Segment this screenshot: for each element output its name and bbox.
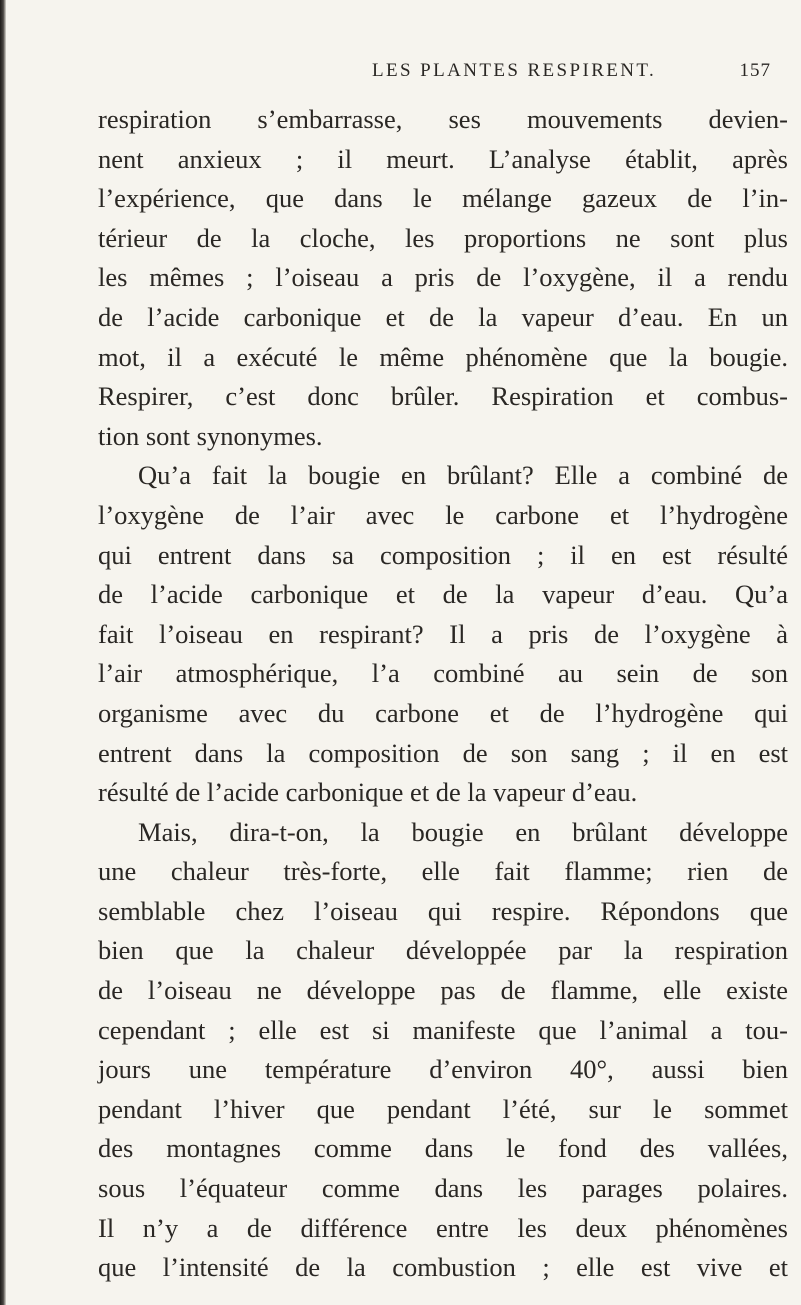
text-line: qui entrent dans sa composition ; il en est résulté — [98, 539, 788, 570]
text-line: cependant ; elle est si manifeste que l’animal a tou- — [98, 1014, 788, 1045]
text-line: Respirer, c’est donc brûler. Respiration et combus- — [98, 381, 788, 412]
page-number: 157 — [739, 60, 771, 81]
text-line: pendant l’hiver que pendant l’été, sur le sommet — [98, 1093, 788, 1124]
page-binding-edge — [0, 0, 6, 1305]
text-line: l’expérience, que dans le mélange gazeux de l’in- — [98, 183, 788, 214]
text-line: des montagnes comme dans le fond des vallées, — [98, 1133, 788, 1164]
text-line: de l’oiseau ne développe pas de flamme, elle existe — [98, 975, 788, 1006]
text-line: bien que la chaleur développée par la respiration — [98, 935, 788, 966]
text-line: jours une température d’environ 40°, aussi bien — [98, 1054, 788, 1085]
running-head — [0, 60, 801, 88]
text-line: respiration s’embarrasse, ses mouvements devien- — [98, 104, 788, 134]
paragraph-end-line: tion sont synonymes. — [98, 420, 323, 451]
text-line: une chaleur très-forte, elle fait flamme; rien de — [98, 856, 788, 887]
text-line: l’oxygène de l’air avec le carbone et l’hydrogène — [98, 499, 788, 530]
paragraph-end-line: résulté de l’acide carbonique et de la vapeur d’eau. — [98, 777, 638, 808]
text-line: semblable chez l’oiseau qui respire. Répondons que — [98, 895, 788, 926]
running-title: LES PLANTES RESPIRENT. — [372, 60, 657, 81]
body-text — [98, 100, 788, 1288]
text-line: fait l’oiseau en respirant? Il a pris de l’oxygène à — [98, 618, 788, 649]
text-line: de l’acide carbonique et de la vapeur d’eau. En un — [98, 301, 788, 332]
paragraph-first-line: Qu’a fait la bougie en brûlant? Elle a combiné de — [138, 460, 788, 491]
text-line: que l’intensité de la combustion ; elle est vive et — [98, 1252, 788, 1283]
text-line: organisme avec du carbone et de l’hydrogène qui — [98, 697, 788, 728]
text-line: l’air atmosphérique, l’a combiné au sein de son — [98, 658, 788, 689]
text-line: sous l’équateur comme dans les parages polaires. — [98, 1173, 788, 1204]
text-line: de l’acide carbonique et de la vapeur d’eau. Qu’a — [98, 579, 788, 610]
text-line: Il n’y a de différence entre les deux phénomènes — [98, 1212, 788, 1243]
text-line: les mêmes ; l’oiseau a pris de l’oxygène, il a rendu — [98, 262, 788, 293]
text-line: térieur de la cloche, les proportions ne sont plus — [98, 222, 788, 253]
text-line: mot, il a exécuté le même phénomène que la bougie. — [98, 341, 788, 372]
text-line: entrent dans la composition de son sang ; il en est — [98, 737, 788, 768]
paragraph-first-line: Mais, dira-t-on, la bougie en brûlant développe — [138, 816, 788, 847]
text-line: nent anxieux ; il meurt. L’analyse établit, après — [98, 143, 788, 174]
